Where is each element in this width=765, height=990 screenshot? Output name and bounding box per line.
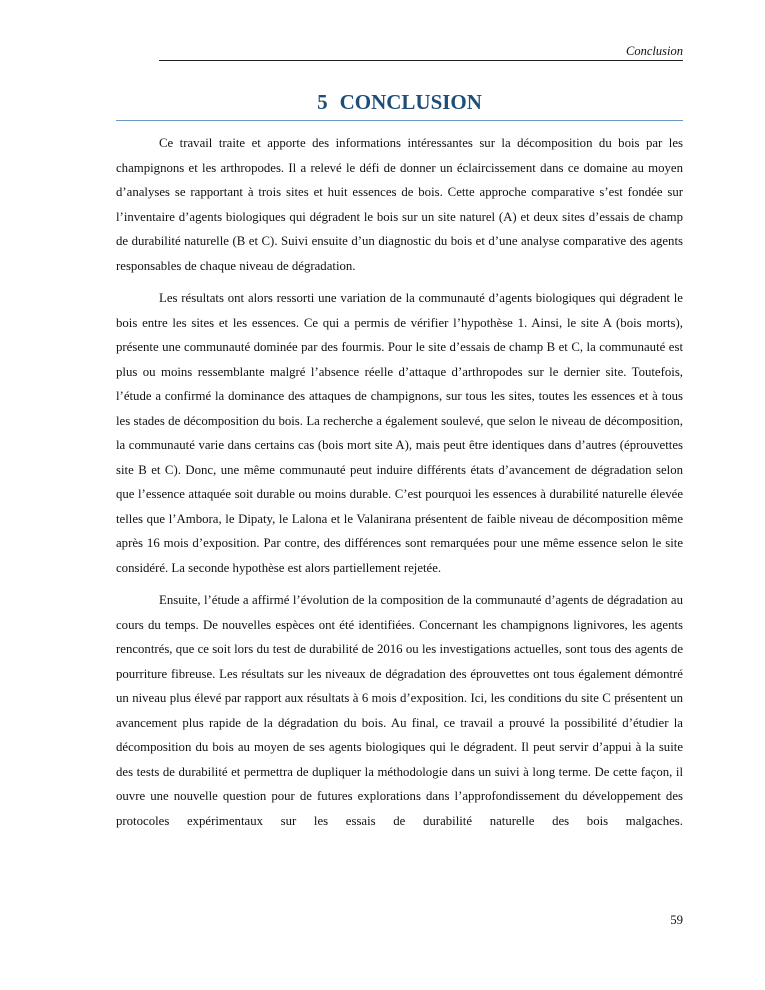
chapter-title-text: CONCLUSION bbox=[339, 90, 482, 114]
paragraph-2: Les résultats ont alors ressorti une variation de la communauté d’agents biologiques qui dégradent le bois entre les sites et les essences. Ce qui a permis de vérifier l’hypothèse 1. Ainsi, le site A (bois morts), présente une communauté dominée par des fourmis. Pour le site d’essais de champ B et C, la communauté est plus ou moins ressemblante malgré l’absence réelle d’attaque d’arthropodes sur le dernier site. Toutefois, l’étude a confirmé la dominance des attaques de champignons, sur tous les sites, toutes les essences et à tous les stades de décomposition du bois. La recherche a également soulevé, que selon le niveau de décomposition, la communauté varie dans certains cas (bois mort site A), mais peut être identiques dans d’autres (éprouvettes site B et C). Donc, une même communauté peut induire différents états d’avancement de dégradation selon que l’essence attaquée soit durable ou moins durable. C’est pourquoi les essences à durabilité naturelle élevée telles que l’Ambora, le Dipaty, le Lalona et le Valanirana présentent de faible niveau de décomposition même après 16 mois d’exposition. Par contre, des différences sont remarquées pour une même essence selon le site considéré. La seconde hypothèse est alors partiellement rejetée. bbox=[116, 291, 683, 575]
paragraph-3: Ensuite, l’étude a affirmé l’évolution de la composition de la communauté d’agents de dégradation au cours du temps. De nouvelles espèces ont été identifiées. Concernant les champignons lignivores, les agents rencontrés, que ce soit lors du test de durabilité de 2016 ou les investigations actuelles, sont tous des agents de pourriture fibreuse. Les résultats sur les niveaux de dégradation des éprouvettes ont tous également démontré un niveau plus élevé par rapport aux résultats à 6 mois d’exposition. Ici, les conditions du site C présentent un avancement plus rapide de la dégradation du bois. Au final, ce travail a prouvé la possibilité d’étudier la décomposition du bois au moyen de ses agents biologiques qui le dégradent. Il peut servir d’appui à la suite des tests de durabilité et permettra de dupliquer la méthodologie dans un suivi à long terme. De cette façon, il ouvre une nouvelle question pour de futures explorations dans l’approfondissement du développement des protocoles expérimentaux sur les essais de durabilité naturelle des bois malgaches. bbox=[116, 593, 683, 828]
chapter-title bbox=[116, 88, 683, 121]
page-number: 59 bbox=[670, 913, 683, 927]
paragraph-1: Ce travail traite et apporte des informations intéressantes sur la décomposition du bois par les champignons et les arthropodes. Il a relevé le défi de donner un éclaircissement dans ce domaine au moyen d’analyses se rapportant à trois sites et huit essences de bois. Cette approche comparative s’est fondée sur l’inventaire d’agents biologiques qui dégradent le bois sur un site naturel (A) et deux sites d’essais de champ de durabilité naturelle (B et C). Suivi ensuite d’un diagnostic du bois et d’une analyse comparative des agents responsables de chaque niveau de dégradation. bbox=[116, 136, 683, 273]
running-header: Conclusion bbox=[159, 43, 683, 61]
body-text bbox=[116, 131, 683, 841]
chapter-number: 5 bbox=[317, 90, 328, 114]
